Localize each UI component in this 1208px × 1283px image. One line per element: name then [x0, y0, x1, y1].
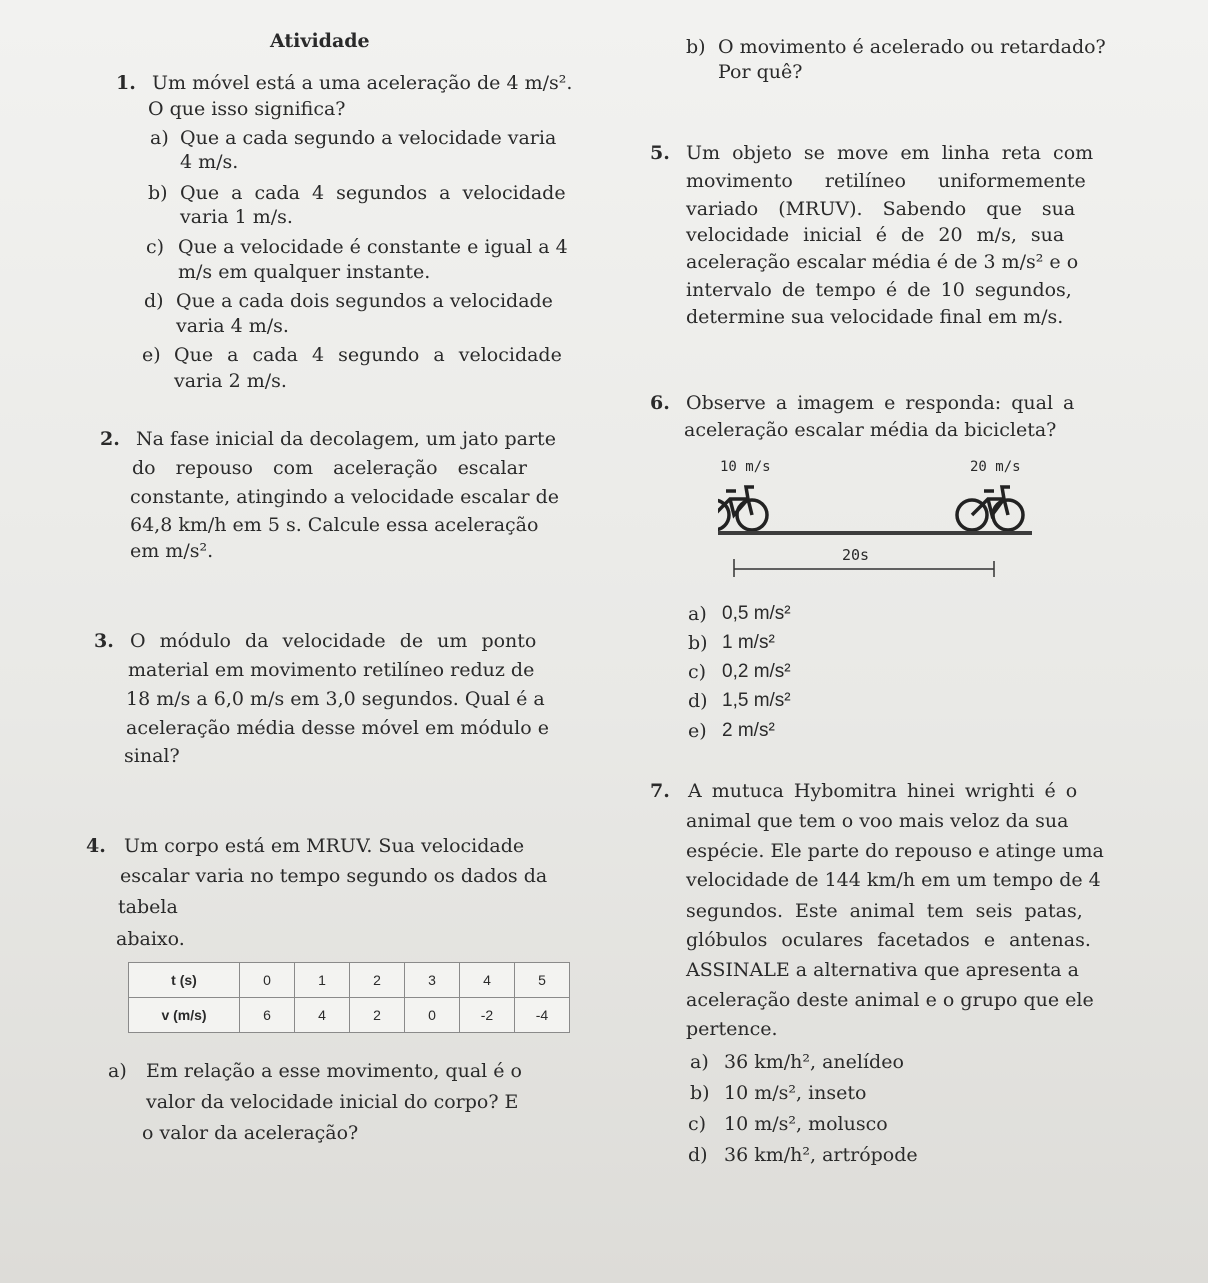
q1-option-d-label: d): [144, 290, 164, 312]
table-cell: 5: [515, 963, 570, 998]
table-cell: 4: [460, 963, 515, 998]
bicycle-icon: [957, 487, 1023, 530]
speed-label-end: 20 m/s: [970, 459, 1021, 475]
q7-line-4: velocidade de 144 km/h em um tempo de 4: [686, 869, 1101, 891]
q7-line-9: pertence.: [686, 1018, 778, 1040]
q3-number: 3.: [94, 630, 114, 652]
table-cell: 4: [295, 998, 350, 1033]
q7-line-6: glóbulos oculares facetados e antenas.: [686, 929, 1091, 951]
q7-option-a-text: 36 km/h², anelídeo: [724, 1051, 904, 1073]
q6-option-a-label: a): [688, 603, 707, 625]
q4a-label: a): [108, 1060, 127, 1082]
q6-option-e-text: 2 m/s²: [722, 720, 775, 741]
q4-line-3: tabela: [118, 896, 178, 918]
time-label: 20s: [842, 546, 870, 564]
q7-line-1: A mutuca Hybomitra hinei wrighti é o: [688, 780, 1078, 802]
q6-option-a-text: 0,5 m/s²: [722, 603, 791, 624]
q4b-line-2: Por quê?: [718, 61, 803, 83]
q1-option-d-line1: Que a cada dois segundos a velocidade: [176, 290, 553, 312]
q7-option-b-text: 10 m/s², inseto: [724, 1082, 867, 1104]
q7-number: 7.: [650, 780, 670, 802]
q2-line-4: 64,8 km/h em 5 s. Calcule essa aceleração: [130, 514, 539, 536]
q5-line-4: velocidade inicial é de 20 m/s, sua: [686, 224, 1065, 246]
q6-option-d-label: d): [688, 690, 708, 712]
q4a-line-2: valor da velocidade inicial do corpo? E: [146, 1091, 519, 1113]
table-cell: 2: [350, 998, 405, 1033]
q2-line-1: Na fase inicial da decolagem, um jato parte: [136, 428, 556, 450]
table-cell: 0: [240, 963, 295, 998]
q5-line-7: determine sua velocidade final em m/s.: [686, 306, 1064, 328]
q1-option-c-line2: m/s em qualquer instante.: [178, 261, 431, 283]
table-cell: 0: [405, 998, 460, 1033]
q4a-line-1: Em relação a esse movimento, qual é o: [146, 1060, 522, 1082]
q7-option-d-text: 36 km/h², artrópode: [724, 1144, 918, 1166]
q2-number: 2.: [100, 428, 120, 450]
q1-stem: Um móvel está a uma aceleração de 4 m/s².: [152, 72, 573, 94]
table-cell: -2: [460, 998, 515, 1033]
q1-option-c-line1: Que a velocidade é constante e igual a 4: [178, 236, 568, 258]
q1-option-e-line2: varia 2 m/s.: [174, 370, 287, 392]
q4-data-table: [128, 962, 570, 1033]
q1-option-a-line2: 4 m/s.: [180, 151, 239, 173]
q2-line-3: constante, atingindo a velocidade escalar de: [130, 486, 560, 508]
q1-option-a-label: a): [150, 127, 169, 149]
q6-option-e-label: e): [688, 720, 707, 742]
q7-line-7: ASSINALE a alternativa que apresenta a: [686, 959, 1079, 981]
q1-option-d-line2: varia 4 m/s.: [176, 315, 289, 337]
q2-line-2: do repouso com aceleração escalar: [132, 457, 528, 479]
q1-option-b-label: b): [148, 182, 168, 204]
q4b-label: b): [686, 36, 706, 58]
speed-label-start: 10 m/s: [720, 459, 771, 475]
q1-option-a-line1: Que a cada segundo a velocidade varia: [180, 127, 557, 149]
q7-option-d-label: d): [688, 1144, 708, 1166]
table-cell: 6: [240, 998, 295, 1033]
q7-line-8: aceleração deste animal e o grupo que ele: [686, 989, 1094, 1011]
q4-number: 4.: [86, 835, 106, 857]
q1-option-b-line2: varia 1 m/s.: [180, 206, 293, 228]
table-cell: 2: [350, 963, 405, 998]
table-row: [129, 998, 570, 1033]
table-cell: 1: [295, 963, 350, 998]
table-cell: -4: [515, 998, 570, 1033]
table-cell: 3: [405, 963, 460, 998]
q6-option-b-label: b): [688, 632, 708, 654]
q6-option-d-text: 1,5 m/s²: [722, 690, 791, 711]
q4-line-2: escalar varia no tempo segundo os dados da: [120, 865, 548, 887]
q5-line-5: aceleração escalar média é de 3 m/s² e o: [686, 251, 1079, 273]
q5-number: 5.: [650, 142, 670, 164]
bicycle-figure: [718, 455, 1038, 585]
q7-option-c-label: c): [688, 1113, 707, 1135]
q6-option-c-text: 0,2 m/s²: [722, 661, 791, 682]
q7-line-2: animal que tem o voo mais veloz da sua: [686, 810, 1069, 832]
table-row: [129, 963, 570, 998]
q7-line-5: segundos. Este animal tem seis patas,: [686, 900, 1083, 922]
q7-option-b-label: b): [690, 1082, 710, 1104]
table-cell: v (m/s): [129, 998, 240, 1033]
q4b-line-1: O movimento é acelerado ou retardado?: [718, 36, 1106, 58]
q1-option-e-line1: Que a cada 4 segundo a velocidade: [174, 344, 562, 366]
q2-line-5: em m/s².: [130, 540, 214, 562]
q1-option-c-label: c): [146, 236, 165, 258]
q4a-line-3: o valor da aceleração?: [142, 1122, 359, 1144]
q6-option-c-label: c): [688, 661, 707, 683]
q5-line-6: intervalo de tempo é de 10 segundos,: [686, 279, 1072, 301]
q4-line-4: abaixo.: [116, 928, 185, 950]
q1-number: 1.: [116, 72, 136, 94]
table-cell: t (s): [129, 963, 240, 998]
q6-option-b-text: 1 m/s²: [722, 632, 775, 653]
q3-line-5: sinal?: [124, 745, 180, 767]
q5-line-2: movimento retilíneo uniformemente: [686, 170, 1086, 192]
q3-line-2: material em movimento retilíneo reduz de: [128, 659, 535, 681]
q6-line-2: aceleração escalar média da bicicleta?: [684, 419, 1057, 441]
q4-line-1: Um corpo está em MRUV. Sua velocidade: [124, 835, 525, 857]
q1-option-b-line1: Que a cada 4 segundos a velocidade: [180, 182, 566, 204]
q3-line-4: aceleração média desse móvel em módulo e: [126, 717, 549, 739]
q6-number: 6.: [650, 392, 670, 414]
q3-line-1: O módulo da velocidade de um ponto: [130, 630, 537, 652]
q5-line-3: variado (MRUV). Sabendo que sua: [686, 198, 1076, 220]
page-title: Atividade: [270, 30, 370, 52]
q6-line-1: Observe a imagem e responda: qual a: [686, 392, 1075, 414]
q7-option-c-text: 10 m/s², molusco: [724, 1113, 888, 1135]
q1-option-e-label: e): [142, 344, 161, 366]
q1-stem-question: O que isso significa?: [148, 98, 346, 120]
q3-line-3: 18 m/s a 6,0 m/s em 3,0 segundos. Qual é a: [126, 688, 545, 710]
q7-option-a-label: a): [690, 1051, 709, 1073]
bicycle-icon: [718, 487, 767, 530]
q7-line-3: espécie. Ele parte do repouso e atinge uma: [686, 840, 1104, 862]
q5-line-1: Um objeto se move em linha reta com: [686, 142, 1094, 164]
